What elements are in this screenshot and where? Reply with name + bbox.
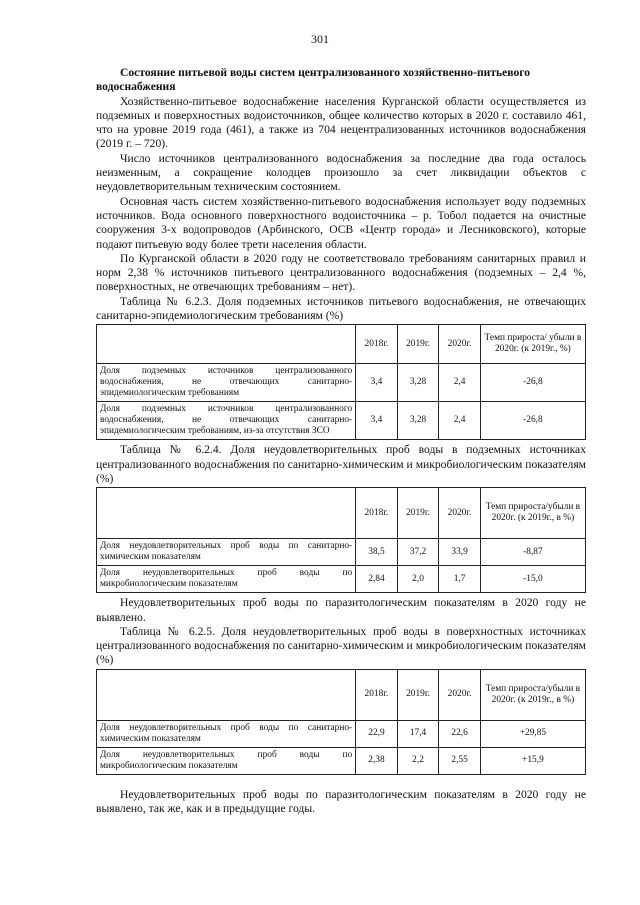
- cell-value: 37,2: [397, 539, 439, 566]
- table-header-row: [97, 488, 586, 539]
- table-header-cell: 2020г.: [439, 669, 481, 720]
- page-number: 301: [311, 32, 329, 46]
- cell-value: +15,9: [480, 747, 585, 774]
- row-label: Доля подземных источников централизованного водоснабжения, не отвечающих санитарно-эпидемиологическим требованиям: [97, 364, 356, 402]
- cell-value: 3,4: [356, 364, 398, 402]
- table-header-cell: 2018г.: [356, 488, 398, 539]
- table-header-cell: 2020г.: [439, 488, 481, 539]
- section-heading: [96, 66, 586, 95]
- table-row: [97, 539, 586, 566]
- table-header-row: [97, 325, 586, 364]
- cell-value: 38,5: [356, 539, 398, 566]
- cell-value: 3,4: [356, 402, 398, 440]
- table-header-cell: Темп прироста/ убыли в 2020г. (к 2019г., %): [480, 325, 585, 364]
- paragraph-3: Основная часть систем хозяйственно-питьевого водоснабжения использует воду подземных источников. Вода основного поверхностного водоисточника – р. Тобол подается на очистные сооружения 3-х водопроводов (Арбинского, ОСВ «Центр города» и Лесниковского), которые подают питьевую воду более трети населения области.: [96, 194, 586, 251]
- cell-value: 2,84: [356, 566, 398, 593]
- cell-value: 3,28: [397, 364, 439, 402]
- cell-value: 22,9: [356, 720, 398, 747]
- cell-value: 33,9: [439, 539, 481, 566]
- table-row: [97, 747, 586, 774]
- cell-value: 2,4: [439, 402, 481, 440]
- cell-value: -26,8: [480, 364, 585, 402]
- paragraph-1: Хозяйственно-питьевое водоснабжение населения Курганской области осуществляется из подземных и поверхностных водоисточников, общее количество которых в 2020 г. составило 461, что на уровне 2019 года (461), а также из 704 нецентрализованных источников водоснабжения (2019 г. – 720).: [96, 94, 586, 151]
- cell-value: 1,7: [439, 566, 481, 593]
- row-label: Доля неудовлетворительных проб воды по санитарно-химическим показателям: [97, 539, 356, 566]
- table-header-cell: 2019г.: [397, 488, 439, 539]
- cell-value: 2,2: [397, 747, 439, 774]
- table-header-cell: 2019г.: [397, 669, 439, 720]
- cell-value: -26,8: [480, 402, 585, 440]
- table-6-2-5: [96, 669, 586, 775]
- table-header-corner: [97, 669, 356, 720]
- table-row: [97, 720, 586, 747]
- row-label: Доля подземных источников централизованного водоснабжения, не отвечающих санитарно-эпидемиологическим требованиям, из-за отсутствия ЗСО: [97, 402, 356, 440]
- table-header-cell: 2018г.: [356, 669, 398, 720]
- table-6-2-4: [96, 487, 586, 593]
- cell-value: 2,0: [397, 566, 439, 593]
- table3-note: Неудовлетворительных проб воды по паразитологическим показателям в 2020 году не выявлено, так же, как и в предыдущие годы.: [96, 787, 586, 816]
- cell-value: 22,6: [439, 720, 481, 747]
- table3-caption: Таблица № 6.2.5. Доля неудовлетворительных проб воды в поверхностных источниках централизованного водоснабжения по санитарно-химическим и микробиологическим показателям (%): [96, 624, 586, 667]
- cell-value: -15,0: [480, 566, 585, 593]
- spacer: [96, 778, 586, 788]
- table-header-cell: 2018г.: [356, 325, 398, 364]
- table-row: [97, 566, 586, 593]
- row-label: Доля неудовлетворительных проб воды по микробиологическим показателям: [97, 566, 356, 593]
- table-header-corner: [97, 325, 356, 364]
- table-header-cell: 2019г.: [397, 325, 439, 364]
- cell-value: 2,4: [439, 364, 481, 402]
- cell-value: 2,38: [356, 747, 398, 774]
- row-label: Доля неудовлетворительных проб воды по микробиологическим показателям: [97, 747, 356, 774]
- table-row: [97, 364, 586, 402]
- section-heading-line2: водоснабжения: [96, 80, 176, 94]
- table-header-corner: [97, 488, 356, 539]
- table-header-cell: Темп прироста/убыли в 2020г. (к 2019г., в %): [480, 488, 585, 539]
- table2-caption: Таблица № 6.2.4. Доля неудовлетворительных проб воды в подземных источниках централизованного водоснабжения по санитарно-химическим и микробиологическим показателям (%): [96, 443, 586, 485]
- table-header-cell: Темп прироста/убыли в 2020г. (к 2019г., в %): [480, 669, 585, 720]
- document-body: [96, 66, 586, 816]
- cell-value: -8,87: [480, 539, 585, 566]
- table-6-2-3: [96, 324, 586, 440]
- cell-value: 3,28: [397, 402, 439, 440]
- cell-value: +29,85: [480, 720, 585, 747]
- table2-note: Неудовлетворительных проб воды по паразитологическим показателям в 2020 году не выявлено.: [96, 596, 586, 624]
- table-header-row: [97, 669, 586, 720]
- row-label: Доля неудовлетворительных проб воды по санитарно-химическим показателям: [97, 720, 356, 747]
- table-row: [97, 402, 586, 440]
- table-header-cell: 2020г.: [439, 325, 481, 364]
- section-heading-line1: Состояние питьевой воды систем централизованного хозяйственно-питьевого: [120, 66, 531, 79]
- cell-value: 17,4: [397, 720, 439, 747]
- cell-value: 2,55: [439, 747, 481, 774]
- table1-caption: Таблица № 6.2.3. Доля подземных источников питьевого водоснабжения, не отвечающих санитарно-эпидемиологическим требованиям (%): [96, 294, 586, 323]
- paragraph-4: По Курганской области в 2020 году не соответствовало требованиям санитарных правил и норм 2,38 % источников питьевого централизованного водоснабжения (подземных – 2,4 %, поверхностных, не отвечающих требованиям – нет).: [96, 251, 586, 294]
- paragraph-2: Число источников централизованного водоснабжения за последние два года осталось неизменным, а сокращение колодцев произошло за счет ликвидации объектов с неудовлетворительным техническим состоянием.: [96, 151, 586, 194]
